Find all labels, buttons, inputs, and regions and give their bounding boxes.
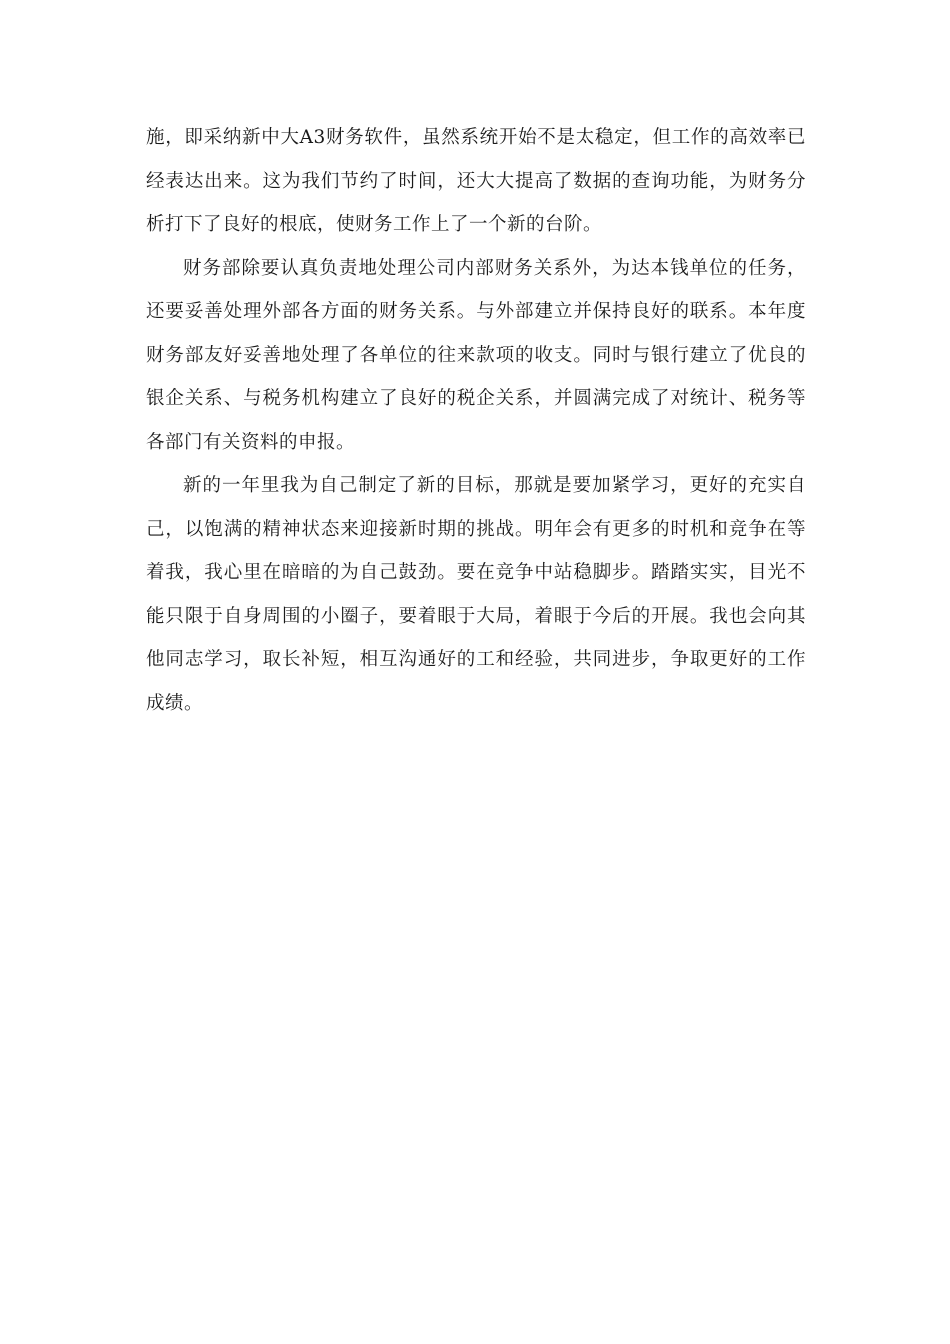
paragraph-external-relations: 财务部除要认真负责地处理公司内部财务关系外，为达本钱单位的任务，还要妥善处理外部各方面的财务关系。与外部建立并保持良好的联系。本年度财务部友好妥善地处理了各单位的往来款项的收支。同时与银行建立了优良的银企关系、与税务机构建立了良好的税企关系，并圆满完成了对统计、税务等各部门有关资料的申报。 <box>146 257 806 453</box>
document-body <box>146 116 806 725</box>
paragraph-continuation: 施，即采纳新中大A3财务软件，虽然系统开始不是太稳定，但工作的高效率已经表达出来。这为我们节约了时间，还大大提高了数据的查询功能，为财务分析打下了良好的根底，使财务工作上了一个新的台阶。 <box>146 127 806 235</box>
paragraph-new-year-goals: 新的一年里我为自己制定了新的目标，那就是要加紧学习，更好的充实自己，以饱满的精神状态来迎接新时期的挑战。明年会有更多的时机和竞争在等着我，我心里在暗暗的为自己鼓劲。要在竞争中站稳脚步。踏踏实实，目光不能只限于自身周围的小圈子，要着眼于大局，着眼于今后的开展。我也会向其他同志学习，取长补短，相互沟通好的工和经验，共同进步，争取更好的工作成绩。 <box>146 475 806 714</box>
